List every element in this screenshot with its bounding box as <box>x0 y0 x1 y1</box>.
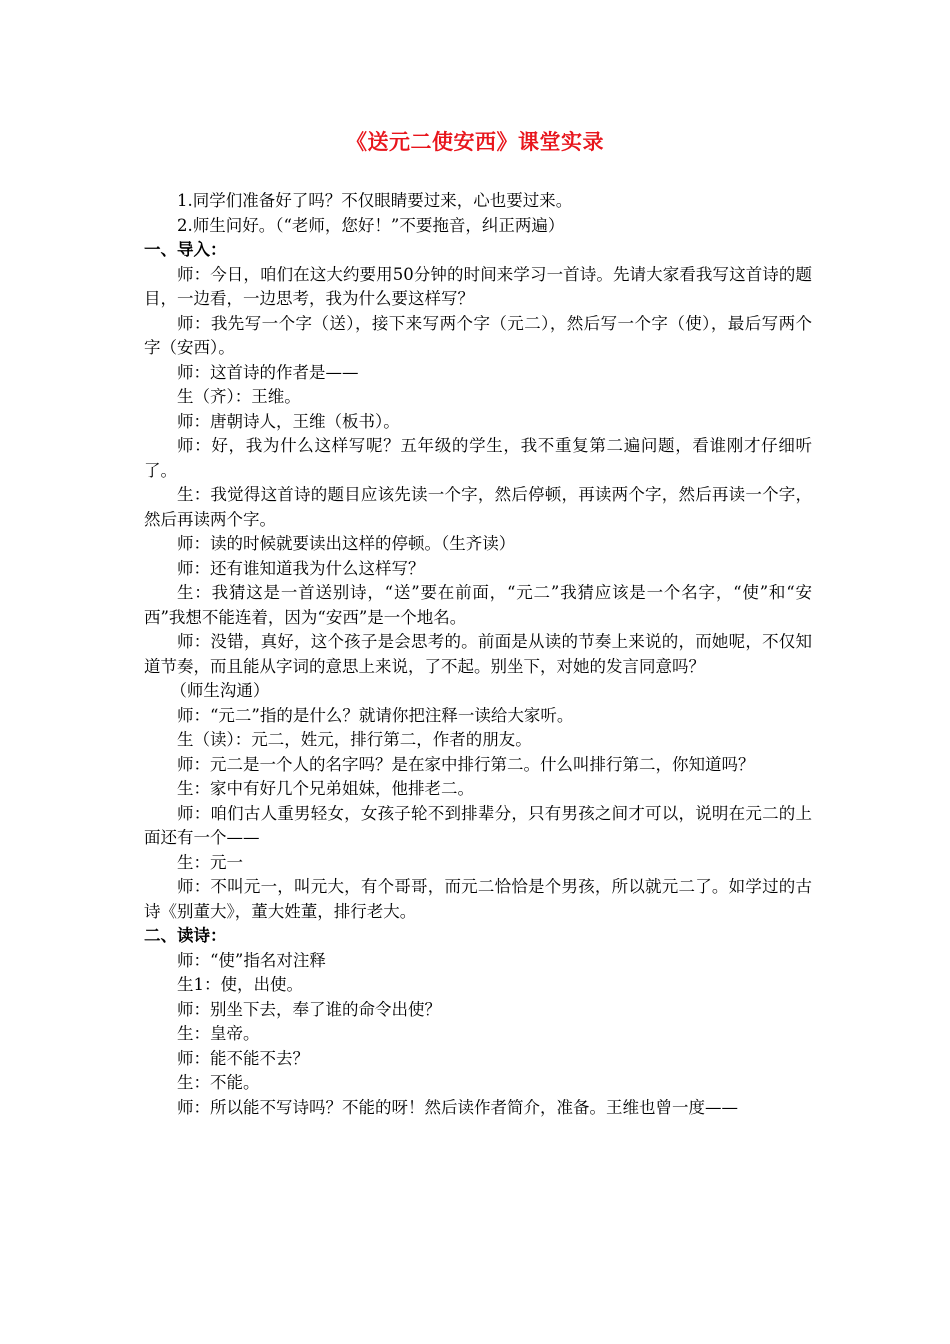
paragraph: 师：还有谁知道我为什么这样写？ <box>177 558 425 578</box>
section-heading: 二、读诗： <box>144 926 227 945</box>
paragraph: 生：元一 <box>177 852 243 872</box>
paragraph: 生（读）：元二，姓元，排行第二，作者的朋友。 <box>177 730 532 749</box>
paragraph: 师：能不能不去？ <box>177 1048 309 1068</box>
paragraph: 师：不叫元一，叫元大，有个哥哥，而元二恰恰是个男孩，所以就元二了。如学过的古诗《别董大》，董大姓董，排行老大。 <box>144 877 812 921</box>
paragraph: 师：别坐下去，奉了谁的命令出使？ <box>177 999 441 1019</box>
paragraph: 师：咱们古人重男轻女，女孩子轮不到排辈分，只有男孩之间才可以，说明在元二的上面还有一个—— <box>144 803 812 847</box>
paragraph: 生（齐）：王维。 <box>177 387 301 406</box>
paragraph: 生：不能。 <box>177 1073 260 1092</box>
paragraph: 师：没错，真好，这个孩子是会思考的。前面是从读的节奏上来说的，而她呢，不仅知道节奏，而且能从字词的意思上来说，了不起。别坐下，对她的发言同意吗？ <box>144 632 812 676</box>
paragraph: 师：这首诗的作者是—— <box>177 362 359 382</box>
section-heading: 一、导入： <box>144 240 227 259</box>
document-title: 《送元二使安西》课堂实录 <box>346 129 604 154</box>
paragraph: 师：唐朝诗人，王维（板书）。 <box>177 411 400 431</box>
paragraph: 师：读的时候就要读出这样的停顿。（生齐读） <box>177 534 516 553</box>
paragraph: 生：家中有好几个兄弟姐妹，他排老二。 <box>177 779 474 798</box>
paragraph: 师：好，我为什么这样写呢？五年级的学生，我不重复第二遍问题，看谁刚才仔细听了。 <box>144 436 812 480</box>
paragraph: 生：我猜这是一首送别诗，“送”要在前面，“元二”我猜应该是一个名字，“使”和“安西”我想不能连着，因为“安西”是一个地名。 <box>144 583 812 627</box>
paragraph: 师：所以能不写诗吗？不能的呀！然后读作者简介，准备。王维也曾一度—— <box>177 1097 738 1117</box>
paragraph: 生1：使，出使。 <box>177 975 303 994</box>
paragraph: 师：“元二”指的是什么？就请你把注释一读给大家听。 <box>177 705 574 725</box>
paragraph: 2.师生问好。（“老师，您好！”不要拖音，纠正两遍） <box>177 215 565 235</box>
document-body <box>144 189 812 1120</box>
paragraph: 生：皇帝。 <box>177 1024 260 1043</box>
paragraph: 1.同学们准备好了吗？不仅眼睛要过来，心也要过来。 <box>177 191 573 210</box>
paragraph: 师：“使”指名对注释 <box>177 950 326 970</box>
paragraph: （师生沟通） <box>170 681 270 700</box>
paragraph: 师：今日，咱们在这大约要用50分钟的时间来学习一首诗。先请大家看我写这首诗的题目，一边看，一边思考，我为什么要这样写？ <box>144 264 812 308</box>
paragraph: 师：元二是一个人的名字吗？是在家中排行第二。什么叫排行第二，你知道吗？ <box>177 754 755 774</box>
paragraph: 生：我觉得这首诗的题目应该先读一个字，然后停顿，再读两个字，然后再读一个字，然后再读两个字。 <box>144 485 812 529</box>
paragraph: 师：我先写一个字（送），接下来写两个字（元二），然后写一个字（使），最后写两个字（安西）。 <box>144 313 812 357</box>
